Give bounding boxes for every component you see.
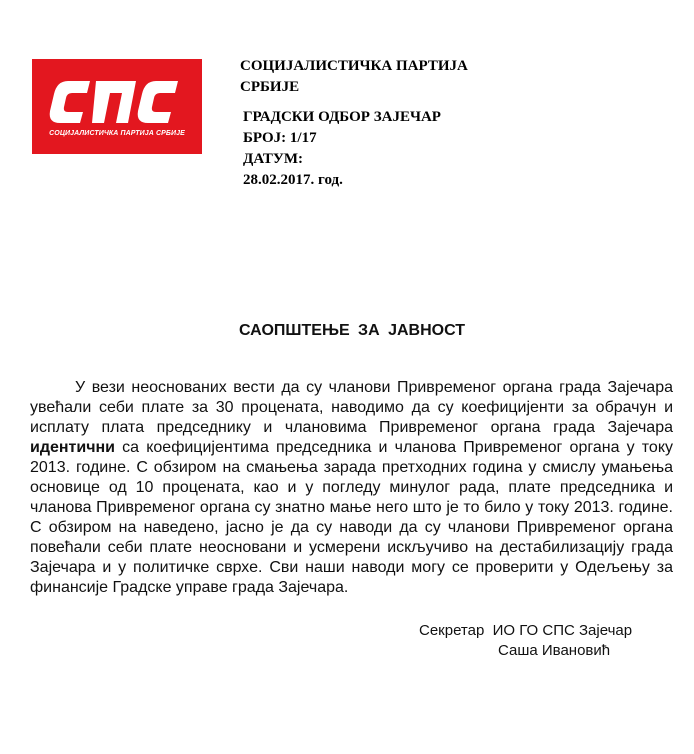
signature-name: Саша Ивановић — [498, 642, 611, 659]
org-line-1: СОЦИЈАЛИСТИЧКА ПАРТИЈА — [240, 58, 468, 74]
signature-role: Секретар ИО ГО СПС Зајечар — [419, 622, 633, 639]
logo-subtitle: СОЦИЈАЛИСТИЧКА ПАРТИЈА СРБИЈЕ — [49, 130, 185, 137]
date-label: ДАТУМ: — [243, 151, 303, 167]
org-line-2: СРБИЈЕ — [240, 79, 300, 95]
board-name: ГРАДСКИ ОДБОР ЗАЈЕЧАР — [243, 109, 441, 125]
date-value: 28.02.2017. год. — [243, 172, 343, 188]
body-text-part-1: У вези неоснованих вести да су чланови Привременог органа града Зајечара увећали себи плате за 30 процената, наводимо да су коефицијенти за обрачун и исплату плата председнику и члановима Привременог органа града Зајечара — [30, 379, 673, 436]
document-title: САОПШТЕЊЕ ЗА ЈАВНОСТ — [238, 322, 466, 339]
body-text-part-2: са коефицијентима председника и чланова Привременог органа у току 2013. године. С обзиром на смањења зарада претходних година у смислу умањења основице од 10 процената, као и у погледу минулог рада, плате председника и чланова Привременог органа су знатно мање него што је то било у току 2013. године. С обзиром на наведено, јасно је да су наводи да су чланови Привременог органа повећали себи плате неосновани и усмерени искључиво на дестабилизацију града Зајечара и у политичке сврхе. Сви наши наводи могу се проверити у Одељењу за финансије Градске управе града Зајечара. — [30, 439, 673, 596]
organization-name — [240, 56, 468, 98]
sps-logo — [32, 59, 202, 154]
body-text-bold: идентични — [30, 439, 116, 456]
document-number: БРОЈ: 1/17 — [243, 130, 317, 146]
document-meta — [243, 107, 441, 191]
sps-logo-mark — [32, 59, 202, 154]
body-paragraph — [30, 378, 673, 598]
